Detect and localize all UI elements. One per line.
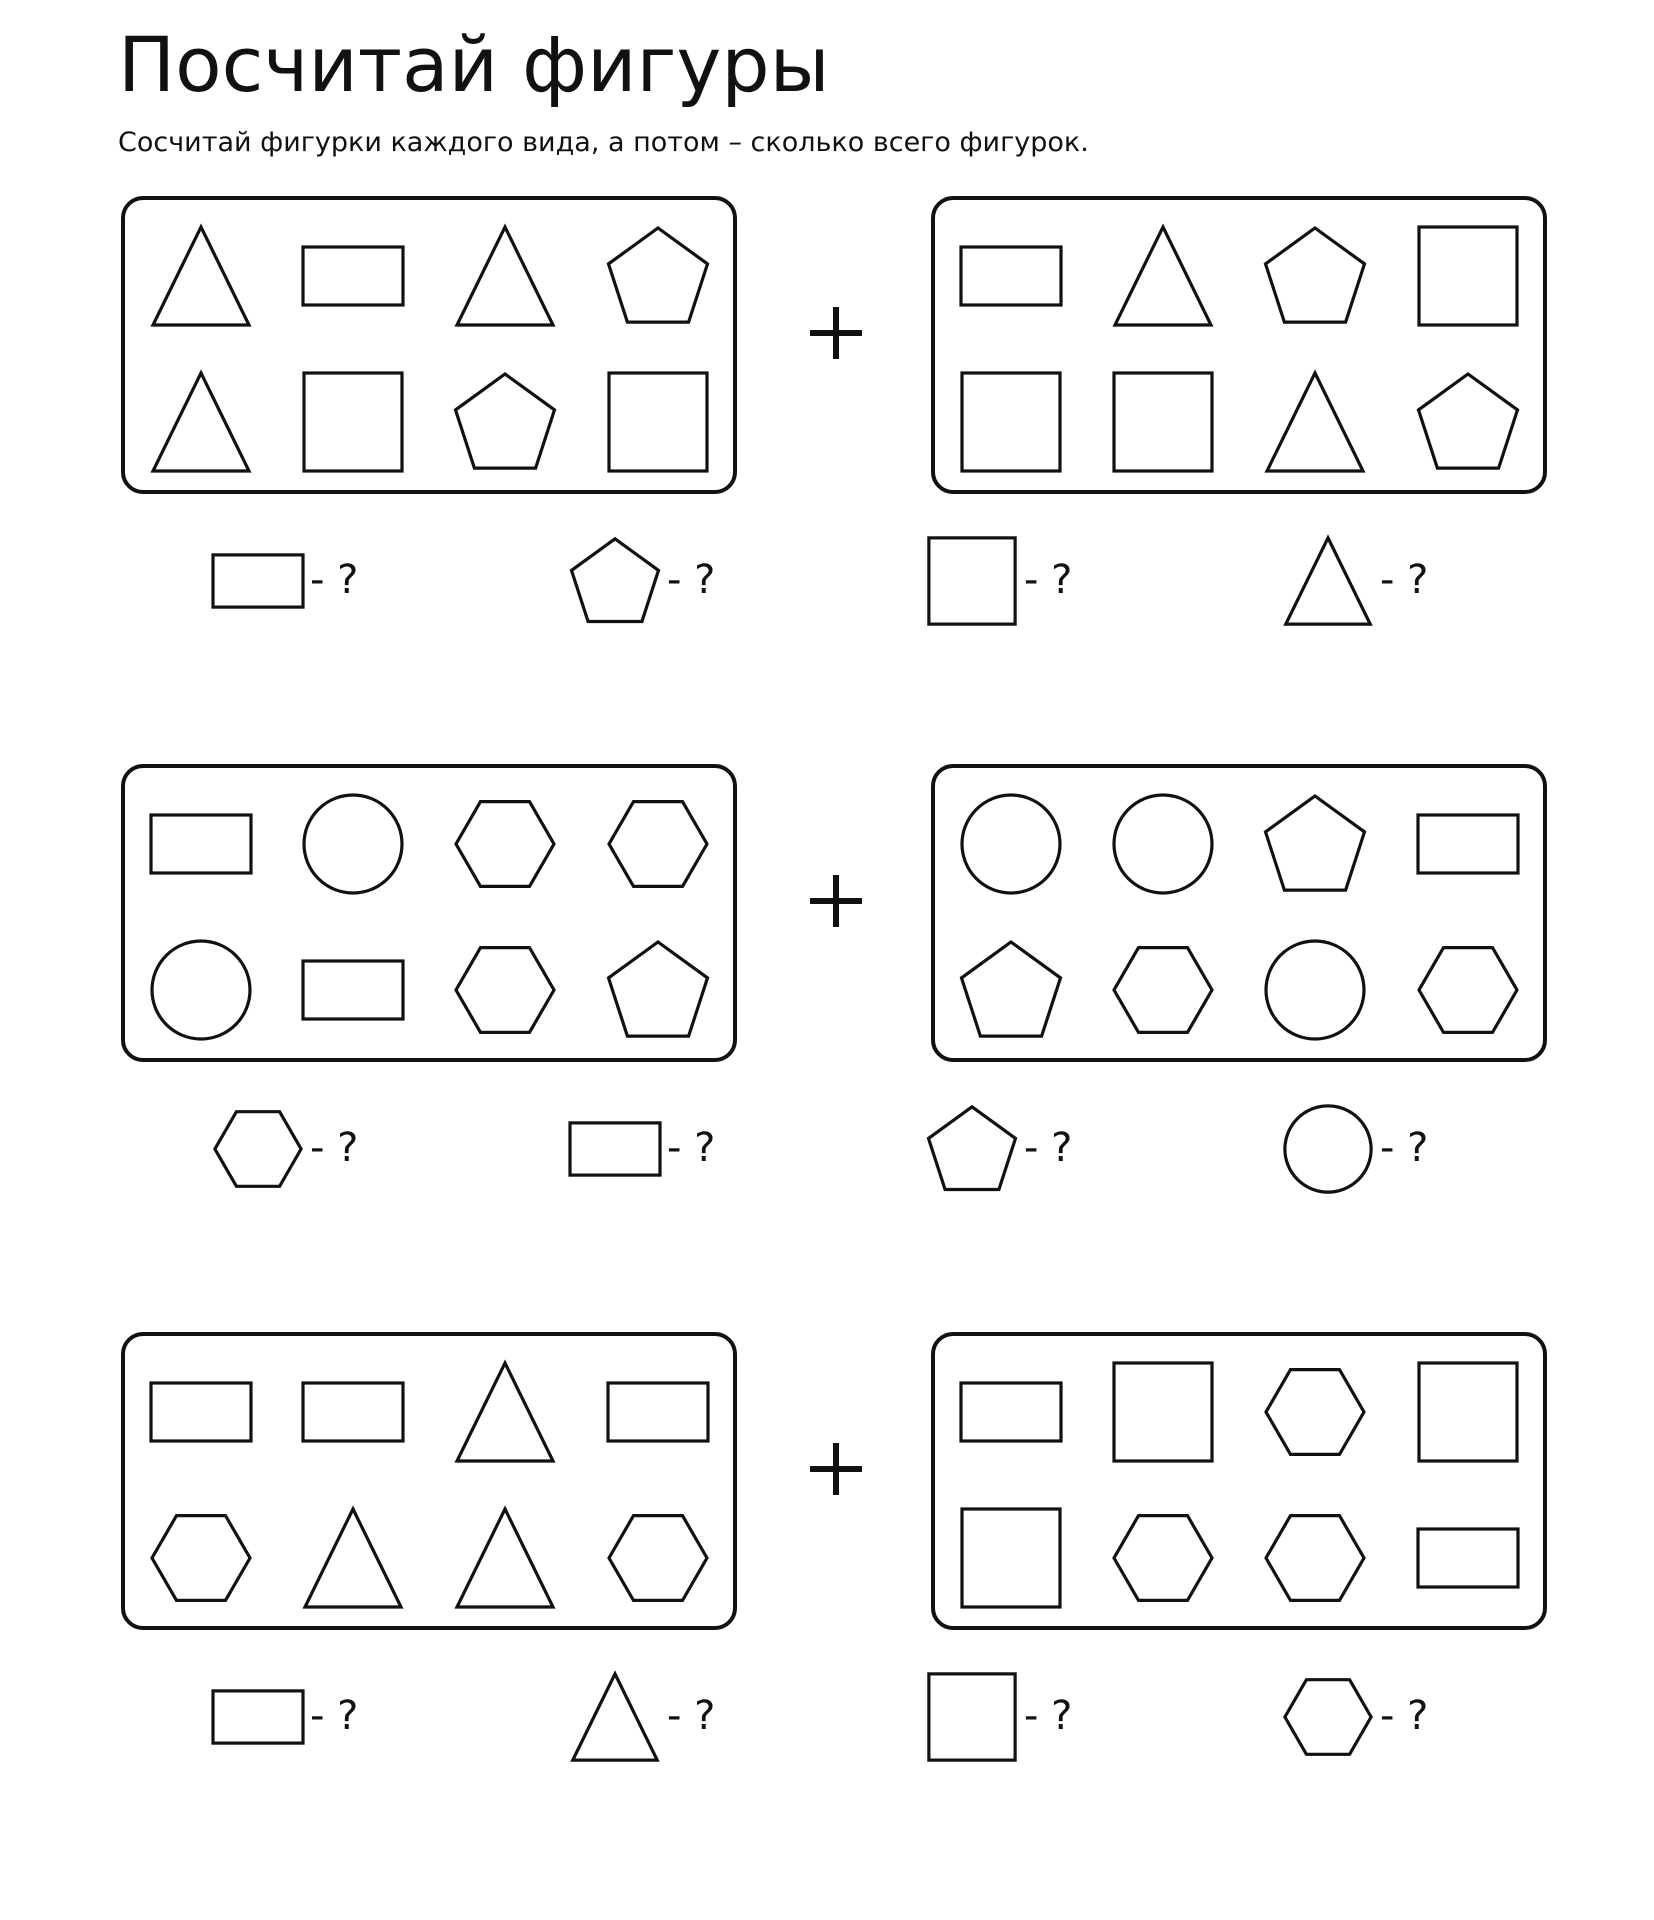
left-shape-box bbox=[121, 764, 737, 1062]
exercise-row bbox=[0, 764, 1654, 1264]
hexagon-icon bbox=[198, 1099, 308, 1199]
circle-shape bbox=[1114, 795, 1212, 893]
rectangle-shape bbox=[1418, 1529, 1518, 1587]
rectangle-icon bbox=[198, 1667, 308, 1767]
square-icon bbox=[912, 531, 1022, 631]
square-shape bbox=[962, 373, 1060, 471]
triangle-shape bbox=[153, 227, 249, 325]
left-shape-box bbox=[121, 1332, 737, 1630]
rectangle-icon bbox=[555, 1099, 665, 1199]
hexagon-shape bbox=[215, 1112, 301, 1187]
triangle-shape bbox=[457, 227, 553, 325]
hexagon-shape bbox=[1266, 1516, 1364, 1601]
exercise-row bbox=[0, 1332, 1654, 1832]
question-mark-label: - ? bbox=[1024, 1693, 1073, 1739]
circle-icon bbox=[1268, 1099, 1378, 1199]
count-question-pentagon bbox=[555, 531, 755, 631]
triangle-shape bbox=[573, 1674, 657, 1760]
count-question-square bbox=[912, 1667, 1112, 1767]
pentagon-shape bbox=[609, 942, 708, 1036]
triangle-shape bbox=[457, 1509, 553, 1607]
rectangle-shape bbox=[570, 1123, 660, 1175]
circle-shape bbox=[304, 795, 402, 893]
exercise-row bbox=[0, 196, 1654, 696]
hexagon-shape bbox=[456, 948, 554, 1033]
square-icon bbox=[912, 1667, 1022, 1767]
count-question-square bbox=[912, 531, 1112, 631]
triangle-shape bbox=[457, 1363, 553, 1461]
circle-shape bbox=[1266, 941, 1364, 1039]
question-mark-label: - ? bbox=[310, 557, 359, 603]
shapes-grid bbox=[935, 1336, 1543, 1626]
pentagon-shape bbox=[456, 374, 555, 468]
hexagon-shape bbox=[609, 802, 707, 887]
count-question-pentagon bbox=[912, 1099, 1112, 1199]
square-shape bbox=[1114, 1363, 1212, 1461]
rectangle-shape bbox=[151, 815, 251, 873]
rectangle-shape bbox=[608, 1383, 708, 1441]
square-shape bbox=[1419, 1363, 1517, 1461]
right-shape-box bbox=[931, 196, 1547, 494]
question-mark-label: - ? bbox=[667, 1693, 716, 1739]
square-shape bbox=[1419, 227, 1517, 325]
shapes-grid bbox=[125, 1336, 733, 1626]
hexagon-shape bbox=[1419, 948, 1517, 1033]
shapes-grid bbox=[935, 200, 1543, 490]
count-question-rectangle bbox=[198, 1667, 398, 1767]
pentagon-shape bbox=[962, 942, 1061, 1036]
shapes-grid bbox=[125, 768, 733, 1058]
rectangle-shape bbox=[961, 1383, 1061, 1441]
question-mark-label: - ? bbox=[310, 1693, 359, 1739]
question-mark-label: - ? bbox=[1024, 557, 1073, 603]
square-shape bbox=[962, 1509, 1060, 1607]
question-mark-label: - ? bbox=[1024, 1125, 1073, 1171]
pentagon-shape bbox=[1419, 374, 1518, 468]
square-shape bbox=[1114, 373, 1212, 471]
hexagon-shape bbox=[152, 1516, 250, 1601]
shapes-grid bbox=[125, 200, 733, 490]
count-question-hexagon bbox=[198, 1099, 398, 1199]
hexagon-shape bbox=[1114, 1516, 1212, 1601]
pentagon-shape bbox=[1266, 796, 1365, 890]
pentagon-shape bbox=[572, 539, 659, 622]
count-question-triangle bbox=[1268, 531, 1468, 631]
hexagon-shape bbox=[1114, 948, 1212, 1033]
square-shape bbox=[609, 373, 707, 471]
count-question-triangle bbox=[555, 1667, 755, 1767]
hexagon-shape bbox=[1266, 1370, 1364, 1455]
square-shape bbox=[929, 1674, 1015, 1760]
rectangle-shape bbox=[303, 247, 403, 305]
rectangle-shape bbox=[303, 961, 403, 1019]
question-mark-label: - ? bbox=[1380, 1125, 1429, 1171]
count-question-hexagon bbox=[1268, 1667, 1468, 1767]
right-shape-box bbox=[931, 1332, 1547, 1630]
triangle-shape bbox=[1286, 538, 1370, 624]
shapes-grid bbox=[935, 768, 1543, 1058]
square-shape bbox=[929, 538, 1015, 624]
square-shape bbox=[304, 373, 402, 471]
pentagon-icon bbox=[555, 531, 665, 631]
plus-icon bbox=[800, 1432, 870, 1502]
rectangle-shape bbox=[151, 1383, 251, 1441]
right-shape-box bbox=[931, 764, 1547, 1062]
triangle-icon bbox=[555, 1667, 665, 1767]
pentagon-shape bbox=[609, 228, 708, 322]
triangle-icon bbox=[1268, 531, 1378, 631]
circle-shape bbox=[962, 795, 1060, 893]
triangle-shape bbox=[153, 373, 249, 471]
circle-shape bbox=[1285, 1106, 1371, 1192]
circle-shape bbox=[152, 941, 250, 1039]
question-mark-label: - ? bbox=[1380, 557, 1429, 603]
plus-icon bbox=[800, 864, 870, 934]
rectangle-icon bbox=[198, 531, 308, 631]
pentagon-shape bbox=[929, 1107, 1016, 1190]
count-question-circle bbox=[1268, 1099, 1468, 1199]
rectangle-shape bbox=[303, 1383, 403, 1441]
rectangle-shape bbox=[213, 555, 303, 607]
left-shape-box bbox=[121, 196, 737, 494]
pentagon-icon bbox=[912, 1099, 1022, 1199]
count-question-rectangle bbox=[555, 1099, 755, 1199]
rectangle-shape bbox=[1418, 815, 1518, 873]
question-mark-label: - ? bbox=[310, 1125, 359, 1171]
hexagon-shape bbox=[609, 1516, 707, 1601]
pentagon-shape bbox=[1266, 228, 1365, 322]
plus-icon bbox=[800, 296, 870, 366]
question-mark-label: - ? bbox=[667, 557, 716, 603]
hexagon-shape bbox=[456, 802, 554, 887]
triangle-shape bbox=[1115, 227, 1211, 325]
count-question-rectangle bbox=[198, 531, 398, 631]
page-title: Посчитай фигуры bbox=[118, 20, 830, 109]
question-mark-label: - ? bbox=[667, 1125, 716, 1171]
rectangle-shape bbox=[961, 247, 1061, 305]
question-mark-label: - ? bbox=[1380, 1693, 1429, 1739]
hexagon-shape bbox=[1285, 1680, 1371, 1755]
triangle-shape bbox=[1267, 373, 1363, 471]
rectangle-shape bbox=[213, 1691, 303, 1743]
hexagon-icon bbox=[1268, 1667, 1378, 1767]
instruction-text: Сосчитай фигурки каждого вида, а потом – сколько всего фигурок. bbox=[118, 127, 1089, 158]
triangle-shape bbox=[305, 1509, 401, 1607]
